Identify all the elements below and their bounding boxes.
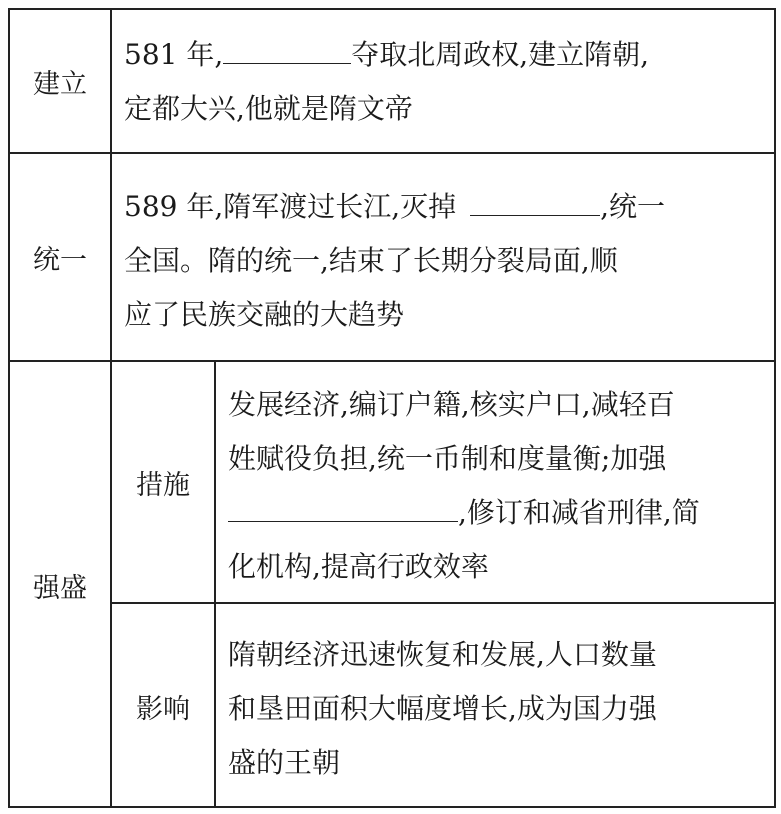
row-divider — [8, 152, 776, 154]
impact-line-1: 隋朝经济迅速恢复和发展,人口数量 — [228, 638, 657, 671]
unify-line-2: 全国。隋的统一,结束了长期分裂局面,顺 — [124, 244, 618, 277]
establish-line-1: 581 年, 夺取北周政权,建立隋朝, — [124, 28, 649, 82]
measures-line-1: 发展经济,编订户籍,核实户口,减轻百 — [228, 388, 675, 421]
fill-in-blank[interactable] — [223, 33, 351, 64]
measures-line-4: 化机构,提高行政效率 — [228, 550, 489, 583]
measures-line-2: 姓赋役负担,统一币制和度量衡;加强 — [228, 442, 667, 475]
unify-line-1: 589 年,隋军渡过长江,灭掉 ,统一 — [124, 180, 665, 234]
establish-content — [124, 28, 649, 136]
measures-line-3: ,修订和减省刑律,简 — [228, 486, 700, 540]
unify-line-3: 应了民族交融的大趋势 — [124, 298, 405, 331]
subrow-label-impact: 影响 — [136, 693, 190, 725]
row-label-prosperity: 强盛 — [33, 572, 87, 604]
establish-line-2: 定都大兴,他就是隋文帝 — [124, 92, 413, 125]
fill-in-blank[interactable] — [228, 491, 458, 522]
sublabel-column-divider — [214, 360, 216, 808]
unify-content — [124, 180, 665, 342]
impact-line-3: 盛的王朝 — [228, 746, 341, 779]
measures-content — [228, 378, 700, 594]
impact-content — [228, 628, 657, 790]
subrow-label-measures: 措施 — [136, 469, 190, 501]
fill-in-blank[interactable] — [470, 185, 600, 216]
impact-line-2: 和垦田面积大幅度增长,成为国力强 — [228, 692, 657, 725]
row-label-establish: 建立 — [33, 68, 87, 100]
row-label-unify: 统一 — [33, 244, 87, 276]
